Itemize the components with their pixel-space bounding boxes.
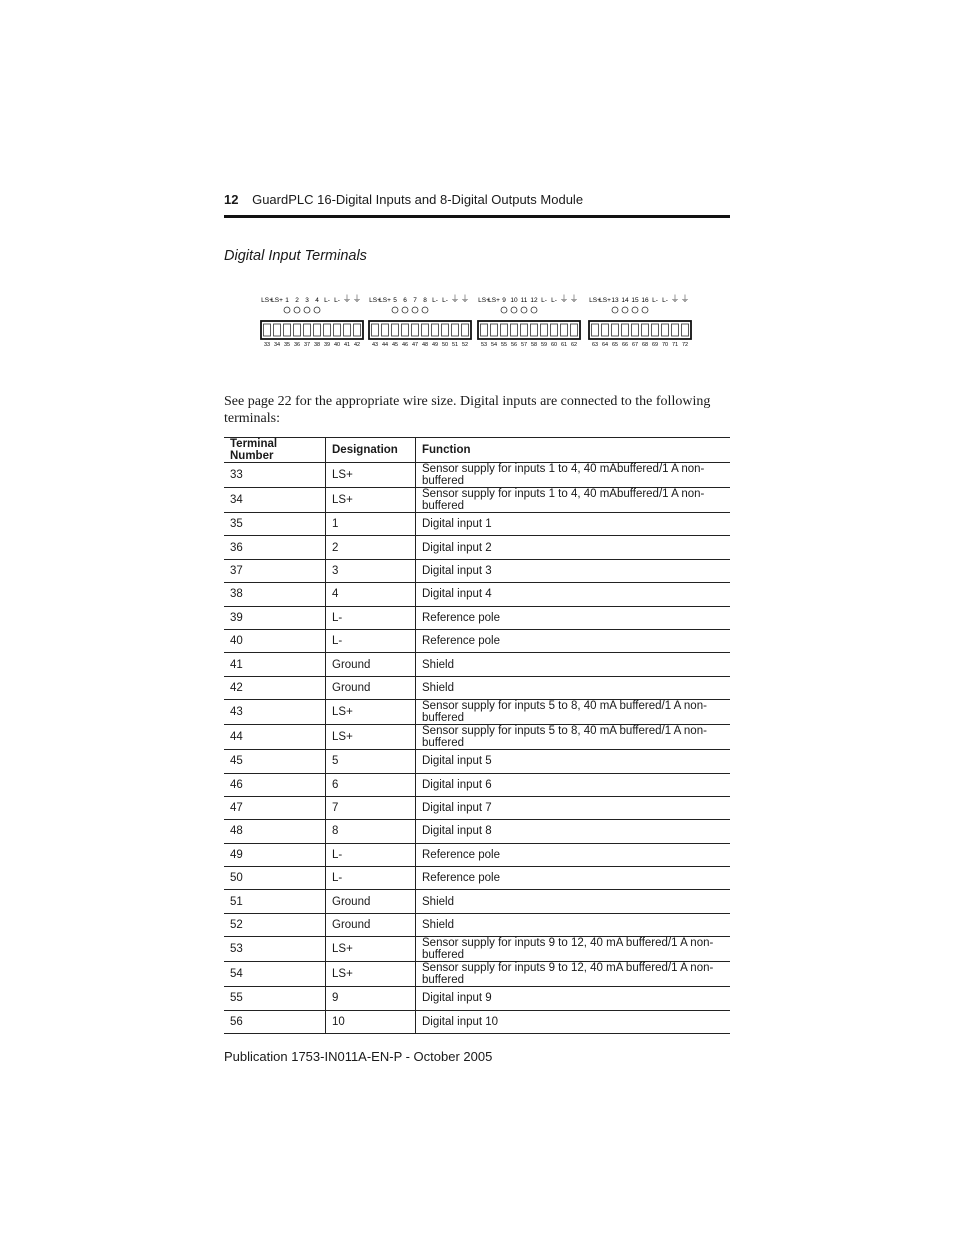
terminal-top-label: L- — [541, 297, 547, 304]
terminal-top-label: 12 — [530, 297, 538, 304]
led-indicator-icon — [622, 307, 628, 313]
led-indicator-icon — [612, 307, 618, 313]
terminal-top-label: 1 — [285, 297, 289, 304]
designation-cell: LS+ — [326, 962, 416, 987]
terminal-top-label: 15 — [631, 297, 639, 304]
terminal-top-label: L- — [334, 297, 340, 304]
terminal-number-cell: 35 — [224, 513, 326, 536]
terminal-number-label: 43 — [371, 342, 379, 348]
designation-cell: 4 — [326, 583, 416, 606]
function-cell: Digital input 1 — [416, 513, 731, 536]
designation-cell: 1 — [326, 513, 416, 536]
terminal-screw — [334, 324, 341, 336]
terminal-block-group — [478, 294, 580, 348]
terminal-screw — [452, 324, 459, 336]
terminal-screw — [264, 324, 271, 336]
terminal-top-label: 16 — [641, 297, 649, 304]
designation-cell: L- — [326, 867, 416, 890]
designation-cell: 8 — [326, 820, 416, 843]
terminal-block-group — [589, 294, 691, 348]
terminal-top-label: LS+ — [369, 297, 381, 304]
table-row — [224, 1010, 730, 1033]
table-row — [224, 583, 730, 606]
terminal-top-label: LS+ — [379, 297, 391, 304]
terminal-screw — [284, 324, 291, 336]
terminal-number-cell: 56 — [224, 1010, 326, 1033]
terminal-screw — [652, 324, 659, 336]
terminal-screw — [612, 324, 619, 336]
terminal-number-label: 39 — [323, 342, 331, 348]
led-indicator-icon — [501, 307, 507, 313]
table-body — [224, 463, 730, 1034]
table-row — [224, 653, 730, 676]
terminal-screw — [304, 324, 311, 336]
function-cell: Digital input 8 — [416, 820, 731, 843]
intro-paragraph: See page 22 for the appropriate wire size. Digital inputs are connected to the following terminals: — [224, 394, 711, 426]
designation-cell: LS+ — [326, 937, 416, 962]
terminal-screw — [632, 324, 639, 336]
designation-cell: Ground — [326, 890, 416, 913]
terminal-top-label: LS+ — [488, 297, 500, 304]
terminal-top-label: 13 — [611, 297, 619, 304]
function-cell: Sensor supply for inputs 1 to 4, 40 mAbuffered/1 A non-buffered — [416, 488, 731, 513]
terminal-number-label: 58 — [530, 342, 538, 348]
table-row — [224, 773, 730, 796]
function-cell: Reference pole — [416, 629, 731, 652]
page-footer: Publication 1753-IN011A-EN-P - October 2005 — [224, 1049, 493, 1064]
terminal-top-label: L- — [551, 297, 557, 304]
terminal-top-label: 7 — [413, 297, 417, 304]
terminal-number-label: 69 — [651, 342, 659, 348]
table-row — [224, 867, 730, 890]
terminal-screw — [442, 324, 449, 336]
function-cell: Reference pole — [416, 843, 731, 866]
table-row — [224, 725, 730, 750]
designation-cell: 10 — [326, 1010, 416, 1033]
table-header-row — [224, 438, 730, 463]
designation-cell: Ground — [326, 913, 416, 936]
terminal-number-label: 61 — [560, 342, 568, 348]
terminal-top-label: LS+ — [599, 297, 611, 304]
led-indicator-icon — [402, 307, 408, 313]
terminal-screw — [642, 324, 649, 336]
terminal-screw — [682, 324, 689, 336]
terminal-number-label: 62 — [570, 342, 578, 348]
designation-cell: LS+ — [326, 700, 416, 725]
terminal-screw — [511, 324, 518, 336]
function-cell: Sensor supply for inputs 5 to 8, 40 mA buffered/1 A non-buffered — [416, 700, 731, 725]
terminal-top-label: 8 — [423, 297, 427, 304]
led-indicator-icon — [314, 307, 320, 313]
designation-cell: 5 — [326, 750, 416, 773]
header-terminal-number: Terminal Number — [224, 438, 326, 463]
terminal-number-label: 56 — [510, 342, 518, 348]
terminal-number-label: 37 — [303, 342, 311, 348]
terminal-number-label: 33 — [263, 342, 271, 348]
terminal-number-label: 44 — [381, 342, 389, 348]
function-cell: Sensor supply for inputs 9 to 12, 40 mA buffered/1 A non-buffered — [416, 937, 731, 962]
terminal-top-label: ⏚ — [342, 294, 352, 304]
terminal-number-cell: 39 — [224, 606, 326, 629]
terminal-number-label: 65 — [611, 342, 619, 348]
terminal-number-label: 40 — [333, 342, 341, 348]
terminal-number-cell: 34 — [224, 488, 326, 513]
designation-cell: Ground — [326, 653, 416, 676]
table-row — [224, 937, 730, 962]
terminal-screw — [354, 324, 361, 336]
terminal-number-label: 54 — [490, 342, 498, 348]
terminal-top-label: L- — [662, 297, 668, 304]
header-designation: Designation — [326, 438, 416, 463]
terminal-screw — [392, 324, 399, 336]
designation-cell: 2 — [326, 536, 416, 559]
table-row — [224, 559, 730, 582]
terminal-top-label: ⏚ — [670, 294, 680, 304]
terminal-number-cell: 52 — [224, 913, 326, 936]
terminal-screw — [314, 324, 321, 336]
terminal-number-label: 36 — [293, 342, 301, 348]
designation-cell: L- — [326, 843, 416, 866]
designation-cell: L- — [326, 629, 416, 652]
terminal-screw — [561, 324, 568, 336]
terminal-number-label: 63 — [591, 342, 599, 348]
terminal-screw — [481, 324, 488, 336]
function-cell: Digital input 6 — [416, 773, 731, 796]
terminal-screw — [344, 324, 351, 336]
function-cell: Shield — [416, 890, 731, 913]
header-title: GuardPLC 16-Digital Inputs and 8-Digital Outputs Module — [252, 192, 584, 207]
terminal-top-label: ⏚ — [450, 294, 460, 304]
designation-cell: Ground — [326, 676, 416, 699]
terminal-number-label: 59 — [540, 342, 548, 348]
function-cell: Sensor supply for inputs 9 to 12, 40 mA buffered/1 A non-buffered — [416, 962, 731, 987]
function-cell: Shield — [416, 653, 731, 676]
designation-cell: L- — [326, 606, 416, 629]
terminal-screw — [622, 324, 629, 336]
terminal-number-cell: 43 — [224, 700, 326, 725]
table-row — [224, 913, 730, 936]
terminal-top-label: 10 — [510, 297, 518, 304]
terminal-screw — [531, 324, 538, 336]
terminal-number-cell: 38 — [224, 583, 326, 606]
terminal-number-label: 51 — [451, 342, 459, 348]
table-row — [224, 676, 730, 699]
terminal-block-group — [369, 294, 471, 348]
table-row — [224, 890, 730, 913]
terminal-number-label: 47 — [411, 342, 419, 348]
terminal-number-cell: 46 — [224, 773, 326, 796]
terminal-screw — [592, 324, 599, 336]
terminal-top-label: ⏚ — [559, 294, 569, 304]
designation-cell: 6 — [326, 773, 416, 796]
terminal-screw — [412, 324, 419, 336]
designation-cell: 9 — [326, 987, 416, 1010]
terminal-screw — [382, 324, 389, 336]
function-cell: Digital input 9 — [416, 987, 731, 1010]
function-cell: Reference pole — [416, 867, 731, 890]
function-cell: Sensor supply for inputs 1 to 4, 40 mAbuffered/1 A non-buffered — [416, 463, 731, 488]
terminal-number-cell: 55 — [224, 987, 326, 1010]
terminal-number-cell: 45 — [224, 750, 326, 773]
terminal-number-cell: 44 — [224, 725, 326, 750]
terminal-top-label: ⏚ — [569, 294, 579, 304]
led-indicator-icon — [304, 307, 310, 313]
terminal-number-label: 67 — [631, 342, 639, 348]
terminal-screw — [372, 324, 379, 336]
table-row — [224, 962, 730, 987]
function-cell: Reference pole — [416, 606, 731, 629]
terminal-number-cell: 49 — [224, 843, 326, 866]
led-indicator-icon — [511, 307, 517, 313]
terminal-screw — [462, 324, 469, 336]
terminal-top-label: L- — [324, 297, 330, 304]
led-indicator-icon — [412, 307, 418, 313]
terminal-top-label: ⏚ — [352, 294, 362, 304]
terminal-top-label: 11 — [520, 297, 528, 304]
led-indicator-icon — [632, 307, 638, 313]
terminal-number-label: 57 — [520, 342, 528, 348]
terminal-top-label: L- — [442, 297, 448, 304]
terminal-number-label: 71 — [671, 342, 679, 348]
led-indicator-icon — [521, 307, 527, 313]
terminal-top-label: 14 — [621, 297, 629, 304]
terminal-top-label: 3 — [305, 297, 309, 304]
table-row — [224, 700, 730, 725]
terminal-top-label: LS+ — [478, 297, 490, 304]
function-cell: Digital input 4 — [416, 583, 731, 606]
terminal-number-label: 49 — [431, 342, 439, 348]
designation-cell: LS+ — [326, 488, 416, 513]
terminal-number-cell: 47 — [224, 796, 326, 819]
function-cell: Digital input 5 — [416, 750, 731, 773]
terminal-screw — [294, 324, 301, 336]
terminal-diagram — [256, 290, 696, 350]
terminal-number-cell: 54 — [224, 962, 326, 987]
led-indicator-icon — [642, 307, 648, 313]
terminal-number-cell: 37 — [224, 559, 326, 582]
function-cell: Sensor supply for inputs 5 to 8, 40 mA buffered/1 A non-buffered — [416, 725, 731, 750]
terminal-screw — [602, 324, 609, 336]
terminal-screw — [571, 324, 578, 336]
terminal-number-cell: 41 — [224, 653, 326, 676]
table-row — [224, 987, 730, 1010]
designation-cell: LS+ — [326, 463, 416, 488]
terminal-number-label: 68 — [641, 342, 649, 348]
terminal-number-cell: 51 — [224, 890, 326, 913]
terminal-number-label: 46 — [401, 342, 409, 348]
led-indicator-icon — [422, 307, 428, 313]
terminal-screw — [432, 324, 439, 336]
terminal-table — [224, 437, 730, 1034]
terminal-top-label: 2 — [295, 297, 299, 304]
terminal-top-label: ⏚ — [680, 294, 690, 304]
designation-cell: 7 — [326, 796, 416, 819]
table-row — [224, 820, 730, 843]
terminal-number-label: 34 — [273, 342, 281, 348]
terminal-number-cell: 42 — [224, 676, 326, 699]
terminal-top-label: L- — [652, 297, 658, 304]
terminal-number-label: 38 — [313, 342, 321, 348]
terminal-number-label: 60 — [550, 342, 558, 348]
terminal-top-label: LS+ — [589, 297, 601, 304]
terminal-top-label: ⏚ — [460, 294, 470, 304]
terminal-diagram-svg — [256, 290, 696, 350]
terminal-top-label: 5 — [393, 297, 397, 304]
led-indicator-icon — [284, 307, 290, 313]
terminal-screw — [551, 324, 558, 336]
table-row — [224, 796, 730, 819]
function-cell: Digital input 2 — [416, 536, 731, 559]
terminal-number-label: 72 — [681, 342, 689, 348]
table-row — [224, 488, 730, 513]
terminal-number-cell: 53 — [224, 937, 326, 962]
function-cell: Shield — [416, 913, 731, 936]
terminal-number-label: 50 — [441, 342, 449, 348]
led-indicator-icon — [531, 307, 537, 313]
terminal-number-label: 41 — [343, 342, 351, 348]
led-indicator-icon — [294, 307, 300, 313]
table-row — [224, 463, 730, 488]
terminal-top-label: L- — [432, 297, 438, 304]
table-row — [224, 606, 730, 629]
page-number: 12 — [224, 192, 239, 207]
designation-cell: LS+ — [326, 725, 416, 750]
terminal-screw — [274, 324, 281, 336]
terminal-screw — [662, 324, 669, 336]
terminal-number-label: 52 — [461, 342, 469, 348]
terminal-number-cell: 40 — [224, 629, 326, 652]
terminal-screw — [672, 324, 679, 336]
terminal-top-label: 9 — [502, 297, 506, 304]
terminal-number-label: 55 — [500, 342, 508, 348]
page-header — [224, 191, 730, 218]
header-function: Function — [416, 438, 731, 463]
terminal-number-label: 42 — [353, 342, 361, 348]
terminal-screw — [402, 324, 409, 336]
table-row — [224, 750, 730, 773]
terminal-screw — [501, 324, 508, 336]
function-cell: Digital input 10 — [416, 1010, 731, 1033]
terminal-screw — [422, 324, 429, 336]
terminal-top-label: LS+ — [271, 297, 283, 304]
designation-cell: 3 — [326, 559, 416, 582]
function-cell: Shield — [416, 676, 731, 699]
terminal-number-label: 70 — [661, 342, 669, 348]
function-cell: Digital input 3 — [416, 559, 731, 582]
terminal-number-cell: 36 — [224, 536, 326, 559]
table-row — [224, 629, 730, 652]
terminal-top-label: LS+ — [261, 297, 273, 304]
terminal-screw — [491, 324, 498, 336]
table-row — [224, 536, 730, 559]
terminal-screw — [324, 324, 331, 336]
terminal-block-group — [261, 294, 363, 348]
terminal-number-cell: 48 — [224, 820, 326, 843]
function-cell: Digital input 7 — [416, 796, 731, 819]
terminal-screw — [541, 324, 548, 336]
terminal-number-label: 48 — [421, 342, 429, 348]
terminal-number-cell: 33 — [224, 463, 326, 488]
table-row — [224, 843, 730, 866]
section-title: Digital Input Terminals — [224, 248, 367, 264]
terminal-number-label: 45 — [391, 342, 399, 348]
terminal-screw — [521, 324, 528, 336]
led-indicator-icon — [392, 307, 398, 313]
terminal-top-label: 6 — [403, 297, 407, 304]
table-row — [224, 513, 730, 536]
terminal-number-label: 64 — [601, 342, 609, 348]
terminal-number-label: 66 — [621, 342, 629, 348]
terminal-top-label: 4 — [315, 297, 319, 304]
terminal-number-cell: 50 — [224, 867, 326, 890]
terminal-number-label: 53 — [480, 342, 488, 348]
terminal-number-label: 35 — [283, 342, 291, 348]
